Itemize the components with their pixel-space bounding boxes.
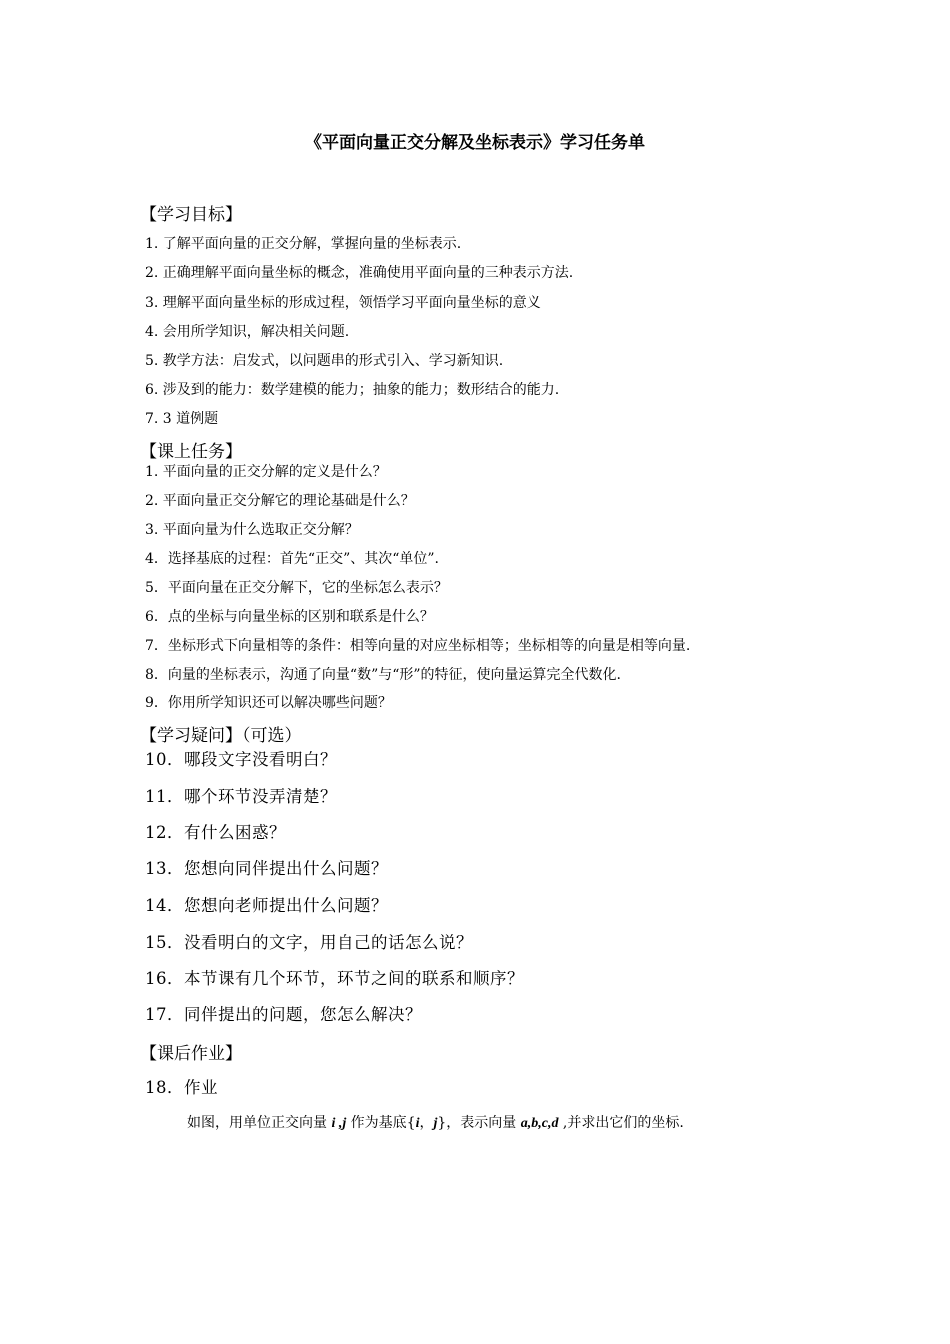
- tasks-heading: 【课上任务】: [140, 442, 242, 462]
- question-item: 11．哪个环节没弄清楚？: [145, 787, 337, 806]
- task-item: 6．点的坐标与向量坐标的区别和联系是什么？: [145, 609, 434, 625]
- homework-item: 18．作业: [145, 1078, 218, 1097]
- task-item: 3. 平面向量为什么选取正交分解？: [145, 522, 359, 538]
- vector-ij: i ,j: [331, 1116, 347, 1131]
- objective-item: 7. 3 道例题: [145, 411, 219, 427]
- objective-item: 2. 正确理解平面向量坐标的概念，准确使用平面向量的三种表示方法.: [145, 265, 574, 281]
- question-item: 13．您想向同伴提出什么问题？: [145, 859, 388, 878]
- objective-item: 5. 教学方法：启发式，以问题串的形式引入、学习新知识.: [145, 353, 504, 369]
- task-item: 1. 平面向量的正交分解的定义是什么？: [145, 464, 387, 480]
- vectors-abcd: a,b,c,d: [520, 1116, 559, 1131]
- question-item: 10．哪段文字没看明白？: [145, 750, 337, 769]
- task-item: 8．向量的坐标表示，沟通了向量“数”与“形”的特征，使向量运算完全代数化.: [145, 667, 621, 683]
- objective-item: 4. 会用所学知识，解决相关问题.: [145, 324, 350, 340]
- page-title: 《平面向量正交分解及坐标表示》学习任务单: [305, 133, 645, 153]
- objective-item: 6. 涉及到的能力：数学建模的能力；抽象的能力；数形结合的能力.: [145, 382, 560, 398]
- task-item: 7．坐标形式下向量相等的条件：相等向量的对应坐标相等；坐标相等的向量是相等向量.: [145, 638, 691, 654]
- task-item: 9．你用所学知识还可以解决哪些问题？: [145, 695, 392, 711]
- objective-item: 3. 理解平面向量坐标的形成过程，领悟学习平面向量坐标的意义: [145, 295, 541, 311]
- task-item: 2. 平面向量正交分解它的理论基础是什么？: [145, 493, 415, 509]
- homework-text: 如图，用单位正交向量 i ,j 作为基底{i，j}，表示向量 a,b,c,d ,并求出它们的坐标.: [187, 1115, 684, 1131]
- question-item: 14．您想向老师提出什么问题？: [145, 896, 388, 915]
- question-item: 16．本节课有几个环节，环节之间的联系和顺序？: [145, 969, 524, 988]
- task-item: 4．选择基底的过程：首先“正交”、其次“单位”.: [145, 551, 439, 567]
- objective-item: 1. 了解平面向量的正交分解，掌握向量的坐标表示.: [145, 236, 462, 252]
- objectives-heading: 【学习目标】: [140, 205, 242, 225]
- questions-heading: 【学习疑问】（可选）: [140, 726, 302, 746]
- vector-j: j: [433, 1116, 438, 1131]
- task-item: 5．平面向量在正交分解下，它的坐标怎么表示？: [145, 580, 448, 596]
- question-item: 12．有什么困惑？: [145, 823, 286, 842]
- vector-i: i: [415, 1116, 420, 1131]
- homework-heading: 【课后作业】: [140, 1044, 242, 1064]
- question-item: 15．没看明白的文字，用自己的话怎么说？: [145, 933, 473, 952]
- question-item: 17．同伴提出的问题，您怎么解决？: [145, 1005, 422, 1024]
